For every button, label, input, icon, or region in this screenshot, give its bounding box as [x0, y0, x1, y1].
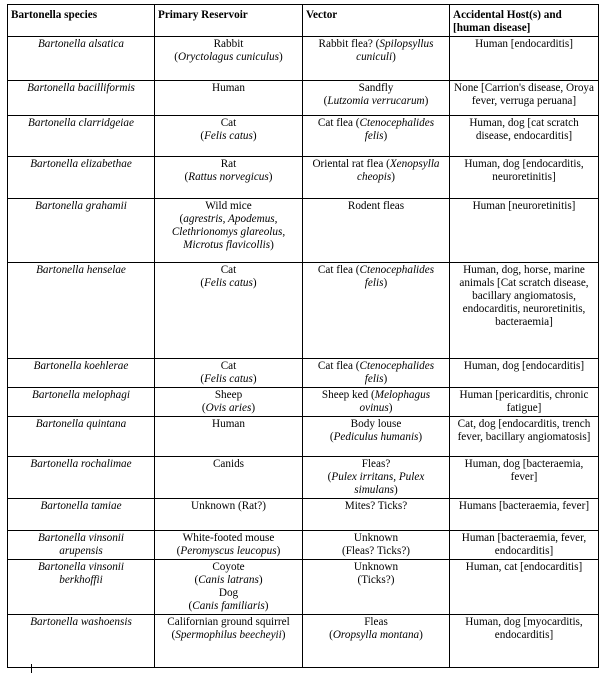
- reservoir-cell: [155, 81, 303, 116]
- cell-text: ): [388, 402, 393, 414]
- cell-text: Human: [212, 418, 245, 430]
- reservoir-cell: [155, 263, 303, 359]
- reservoir-cell: [155, 457, 303, 499]
- species-cell: [8, 560, 155, 615]
- cell-text: Wild mice: [205, 200, 252, 212]
- header-row: [8, 5, 599, 37]
- cell-text: ): [424, 95, 429, 107]
- latin-name: Melophagus ovinus: [359, 389, 431, 414]
- vector-cell: [303, 81, 450, 116]
- vector-cell: [303, 499, 450, 531]
- cell-text: Rat: [220, 158, 237, 170]
- species-cell: [8, 531, 155, 560]
- cell-text: Body louse: [350, 418, 402, 430]
- reservoir-cell: [155, 359, 303, 388]
- table-row: [8, 37, 599, 81]
- cell-text: Unknown: [353, 532, 399, 544]
- latin-name: Spermophilus beecheyii: [175, 629, 282, 641]
- cell-text: Mites? Ticks?: [344, 500, 408, 512]
- latin-name: Xenopsylla cheopis: [357, 158, 440, 183]
- cell-text: Cat: [220, 117, 237, 129]
- host-cell: [450, 359, 599, 388]
- cell-text: Rodent fleas: [347, 200, 405, 212]
- host-text: Human, dog, horse, marine animals [Cat scratch disease, bacillary angiomatosis, endocarditis, neuroretinitis, bacteraemia]: [459, 264, 589, 328]
- cell-text: Californian ground squirrel: [167, 616, 290, 628]
- vector-cell: [303, 37, 450, 81]
- latin-name: Canis familiaris: [192, 600, 265, 612]
- table-row: [8, 417, 599, 457]
- host-text: Cat, dog [endocarditis, trench fever, bacillary angiomatosis]: [457, 418, 591, 443]
- latin-name: Lutzomia verrucarum: [327, 95, 425, 107]
- reservoir-cell: [155, 116, 303, 157]
- cell-text: Cat: [220, 264, 237, 276]
- cell-text: (: [194, 574, 199, 586]
- species-name: Bartonella melophagi: [32, 389, 130, 401]
- reservoir-cell: [155, 499, 303, 531]
- species-cell: [8, 157, 155, 199]
- host-text: Human, cat [endocarditis]: [465, 561, 583, 573]
- table-row: [8, 560, 599, 615]
- host-text: Human, dog [cat scratch disease, endocarditis]: [469, 117, 579, 142]
- species-name: Bartonella clarridgeiae: [28, 117, 134, 129]
- reservoir-cell: [155, 199, 303, 263]
- cell-text: ): [383, 130, 388, 142]
- host-cell: [450, 263, 599, 359]
- species-name: Bartonella rochalimae: [30, 458, 132, 470]
- species-name: Bartonella henselae: [36, 264, 126, 276]
- text-cursor: [31, 664, 32, 673]
- table-row: [8, 531, 599, 560]
- reservoir-cell: [155, 615, 303, 668]
- table-row: [8, 615, 599, 668]
- species-cell: [8, 116, 155, 157]
- host-cell: [450, 37, 599, 81]
- species-cell: [8, 388, 155, 417]
- table-row: [8, 157, 599, 199]
- cell-text: ): [278, 51, 283, 63]
- species-cell: [8, 615, 155, 668]
- vector-cell: [303, 157, 450, 199]
- cell-text: Rabbit: [213, 38, 244, 50]
- species-name: Bartonella washoensis: [30, 616, 132, 628]
- cell-text: ): [383, 373, 388, 385]
- latin-name: Oryctolagus cuniculus: [178, 51, 279, 63]
- vector-cell: [303, 388, 450, 417]
- latin-name: Ovis aries: [205, 402, 252, 414]
- cell-text: ): [251, 402, 256, 414]
- latin-name: Pulex irritans, Pulex simulans: [331, 471, 425, 496]
- host-text: Human [endocarditis]: [475, 38, 573, 50]
- cell-text: ): [419, 629, 423, 641]
- cell-text: ): [252, 277, 257, 289]
- host-text: Humans [bacteraemia, fever]: [458, 500, 590, 512]
- species-cell: [8, 199, 155, 263]
- cell-text: (: [188, 600, 193, 612]
- reservoir-cell: [155, 157, 303, 199]
- host-text: Human, dog [endocarditis]: [463, 360, 585, 372]
- cell-text: Coyote: [212, 561, 245, 573]
- host-text: Human, dog [myocarditis, endocarditis]: [465, 616, 583, 641]
- species-name: berkhoffii: [59, 574, 103, 586]
- table-row: [8, 116, 599, 157]
- species-cell: [8, 457, 155, 499]
- latin-name: Ctenocephalides felis: [359, 360, 435, 385]
- cell-text: Sheep: [214, 389, 243, 401]
- host-cell: [450, 560, 599, 615]
- species-cell: [8, 263, 155, 359]
- table-row: [8, 457, 599, 499]
- cell-text: (: [179, 213, 184, 225]
- cell-text: Dog: [218, 587, 239, 599]
- cell-text: (: [201, 402, 206, 414]
- cell-text: Unknown: [353, 561, 399, 573]
- cell-text: Sheep ked (: [321, 389, 375, 401]
- reservoir-cell: [155, 417, 303, 457]
- cell-text: Unknown (Rat?): [191, 500, 266, 512]
- cell-text: ): [270, 239, 274, 251]
- cell-text: Cat flea (: [317, 360, 360, 372]
- species-name: Bartonella koehlerae: [33, 360, 129, 372]
- vector-cell: [303, 417, 450, 457]
- vector-cell: [303, 457, 450, 499]
- cell-text: (: [329, 629, 333, 641]
- cell-text: ): [383, 277, 388, 289]
- vector-cell: [303, 116, 450, 157]
- host-cell: [450, 388, 599, 417]
- cell-text: (: [329, 431, 334, 443]
- species-cell: [8, 37, 155, 81]
- cell-text: Rabbit flea? (: [318, 38, 380, 50]
- species-cell: [8, 417, 155, 457]
- host-cell: [450, 531, 599, 560]
- species-name: Bartonella grahamii: [35, 200, 127, 212]
- cell-text: ): [264, 600, 269, 612]
- latin-name: Ctenocephalides felis: [359, 264, 435, 289]
- cell-text: (: [327, 471, 332, 483]
- cell-text: ): [392, 51, 396, 63]
- species-name: Bartonella vinsonii: [37, 561, 125, 573]
- table-row: [8, 359, 599, 388]
- table-row: [8, 263, 599, 359]
- cell-text: (Ticks?): [357, 574, 395, 586]
- header-reservoir: Primary Reservoir: [155, 5, 303, 37]
- reservoir-cell: [155, 560, 303, 615]
- reservoir-cell: [155, 388, 303, 417]
- vector-cell: [303, 615, 450, 668]
- reservoir-cell: [155, 37, 303, 81]
- host-cell: [450, 116, 599, 157]
- species-cell: [8, 359, 155, 388]
- table-row: [8, 388, 599, 417]
- cell-text: Canids: [212, 458, 245, 470]
- header-host: Accidental Host(s) and [human disease]: [450, 5, 599, 37]
- cell-text: (: [184, 171, 189, 183]
- host-text: Human, dog [bacteraemia, fever]: [464, 458, 584, 483]
- species-name: Bartonella alsatica: [37, 38, 125, 50]
- host-cell: [450, 157, 599, 199]
- cell-text: Human: [212, 82, 245, 94]
- cell-text: ): [252, 130, 257, 142]
- cell-text: (: [200, 130, 205, 142]
- latin-name: Felis catus: [204, 130, 253, 142]
- species-cell: [8, 81, 155, 116]
- cell-text: ): [281, 629, 286, 641]
- host-cell: [450, 417, 599, 457]
- host-cell: [450, 457, 599, 499]
- latin-name: Felis catus: [204, 277, 253, 289]
- species-name: Bartonella elizabethae: [30, 158, 132, 170]
- cell-text: (: [176, 545, 181, 557]
- host-cell: [450, 199, 599, 263]
- host-cell: [450, 81, 599, 116]
- species-name: arupensis: [59, 545, 103, 557]
- cell-text: Cat: [220, 360, 237, 372]
- cell-text: Cat flea (: [317, 264, 360, 276]
- cell-text: Fleas?: [361, 458, 391, 470]
- bartonella-table: [7, 4, 599, 668]
- cell-text: Sandfly: [358, 82, 394, 94]
- species-cell: [8, 499, 155, 531]
- cell-text: ): [258, 574, 263, 586]
- latin-name: Spilopsyllus cuniculi: [356, 38, 434, 63]
- host-text: Human [neuroretinitis]: [472, 200, 576, 212]
- host-text: Human, dog [endocarditis, neuroretinitis]: [464, 158, 584, 183]
- cell-text: (: [323, 95, 328, 107]
- header-vector: Vector: [303, 5, 450, 37]
- species-name: Bartonella vinsonii: [37, 532, 125, 544]
- cell-text: ): [276, 545, 281, 557]
- latin-name: Canis latrans: [198, 574, 259, 586]
- latin-name: Peromyscus leucopus: [180, 545, 277, 557]
- cell-text: ): [418, 431, 423, 443]
- reservoir-cell: [155, 531, 303, 560]
- cell-text: (Fleas? Ticks?): [341, 545, 411, 557]
- cell-text: (: [174, 51, 178, 63]
- cell-text: (: [200, 277, 205, 289]
- table-row: [8, 199, 599, 263]
- latin-name: Ctenocephalides felis: [359, 117, 435, 142]
- latin-name: Felis catus: [204, 373, 253, 385]
- table-row: [8, 499, 599, 531]
- species-name: Bartonella bacilliformis: [27, 82, 135, 94]
- host-cell: [450, 615, 599, 668]
- host-text: Human [bacteraemia, fever, endocarditis]: [461, 532, 587, 557]
- table-row: [8, 81, 599, 116]
- cell-text: Fleas: [364, 616, 388, 628]
- cell-text: ): [391, 171, 395, 183]
- latin-name: Rattus norvegicus: [188, 171, 269, 183]
- vector-cell: [303, 359, 450, 388]
- cell-text: Cat flea (: [317, 117, 360, 129]
- host-text: None [Carrion's disease, Oroya fever, verruga peruana]: [454, 82, 594, 107]
- cell-text: ): [268, 171, 273, 183]
- vector-cell: [303, 199, 450, 263]
- vector-cell: [303, 531, 450, 560]
- latin-name: Oropsylla montana: [332, 629, 420, 641]
- cell-text: ): [394, 484, 398, 496]
- species-name: Bartonella tamiae: [40, 500, 122, 512]
- vector-cell: [303, 263, 450, 359]
- latin-name: agrestris, Apodemus, Clethrionomys glareolus, Microtus flavicollis: [171, 213, 286, 251]
- vector-cell: [303, 560, 450, 615]
- cell-text: Oriental rat flea (: [312, 158, 390, 170]
- header-species: Bartonella species: [8, 5, 155, 37]
- cell-text: White-footed mouse: [182, 532, 275, 544]
- host-text: Human [pericarditis, chronic fatigue]: [459, 389, 589, 414]
- table-body: [8, 37, 599, 668]
- latin-name: Pediculus humanis: [333, 431, 419, 443]
- host-cell: [450, 499, 599, 531]
- cell-text: ): [252, 373, 257, 385]
- cell-text: (: [200, 373, 205, 385]
- species-name: Bartonella quintana: [35, 418, 127, 430]
- cell-text: (: [171, 629, 176, 641]
